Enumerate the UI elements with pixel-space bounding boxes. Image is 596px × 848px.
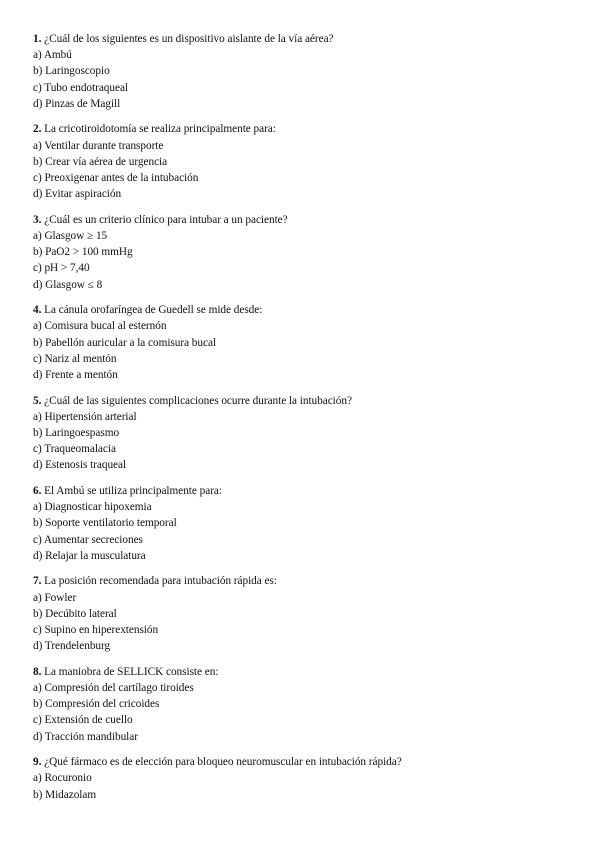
question-5 [33, 393, 573, 474]
answer-option: c) Tubo endotraqueal [33, 81, 129, 94]
answer-option: c) Extensión de cuello [33, 714, 133, 727]
question-number: 4. [33, 304, 42, 317]
question-stem [33, 754, 573, 770]
answer-option: d) Evitar aspiración [33, 188, 122, 201]
answer-option: d) Pinzas de Magill [33, 97, 121, 110]
answer-option: c) Aumentar secreciones [33, 533, 143, 546]
answer-option: a) Comisura bucal al esternón [33, 320, 167, 333]
answer-option: b) Laringoespasmo [33, 427, 120, 440]
question-text: ¿Cuál de los siguientes es un dispositivo aislante de la vía aérea? [44, 33, 334, 45]
question-number: 1. [33, 33, 42, 45]
question-number: 3. [33, 213, 42, 226]
question-number: 6. [33, 485, 42, 498]
question-text: La cánula orofaríngea de Guedell se mide desde: [44, 304, 263, 317]
answer-option: d) Estenosis traqueal [33, 459, 127, 472]
answer-option: d) Tracción mandibular [33, 730, 138, 743]
answer-option: a) Diagnosticar hipoxemia [33, 501, 152, 514]
answer-option: c) pH > 7,40 [33, 262, 90, 275]
answer-option: c) Supino en hiperextensión [33, 624, 159, 637]
answer-option: a) Compresión del cartílago tiroides [33, 682, 194, 695]
answer-option: b) Crear vía aérea de urgencia [33, 155, 168, 168]
question-stem [33, 573, 573, 589]
question-stem [33, 212, 573, 228]
question-stem [33, 302, 573, 318]
question-number: 2. [33, 123, 42, 136]
answer-option: b) Soporte ventilatorio temporal [33, 517, 177, 530]
question-stem [33, 31, 573, 47]
answer-option: b) Decúbito lateral [33, 607, 117, 620]
answer-option: b) Laringoscopio [33, 65, 110, 78]
answer-option: a) Ventilar durante transporte [33, 139, 164, 152]
question-number: 7. [33, 575, 42, 588]
answer-option: c) Nariz al mentón [33, 352, 117, 365]
question-text: ¿Cuál es un criterio clínico para intubar a un paciente? [44, 213, 288, 226]
question-text: El Ambú se utiliza principalmente para: [44, 485, 222, 498]
question-text: ¿Qué fármaco es de elección para bloqueo neuromuscular en intubación rápida? [44, 756, 402, 769]
question-number: 8. [33, 665, 42, 678]
answer-option: a) Glasgow ≥ 15 [33, 230, 108, 243]
question-stem [33, 393, 573, 409]
question-4 [33, 302, 573, 383]
question-text: La cricotiroidotomía se realiza principalmente para: [44, 123, 276, 136]
question-1 [33, 31, 573, 112]
answer-option: a) Fowler [33, 591, 77, 604]
question-text: ¿Cuál de las siguientes complicaciones ocurre durante la intubación? [44, 394, 352, 407]
answer-option: d) Frente a mentón [33, 369, 118, 382]
answer-option: c) Preoxigenar antes de la intubación [33, 172, 199, 185]
question-7 [33, 573, 573, 654]
question-6 [33, 483, 573, 564]
question-number: 9. [33, 756, 42, 769]
question-3 [33, 212, 573, 293]
answer-option: b) Pabellón auricular a la comisura bucal [33, 336, 217, 349]
question-stem [33, 664, 573, 680]
answer-option: a) Hipertensión arterial [33, 410, 137, 423]
quiz-document [33, 31, 573, 812]
question-text: La posición recomendada para intubación rápida es: [44, 575, 277, 588]
question-8 [33, 664, 573, 745]
question-stem [33, 121, 573, 137]
answer-option: d) Trendelenburg [33, 640, 111, 653]
answer-option: b) PaO2 > 100 mmHg [33, 246, 133, 259]
question-number: 5. [33, 394, 42, 407]
answer-option: d) Glasgow ≤ 8 [33, 278, 103, 291]
answer-option: a) Rocuronio [33, 772, 92, 785]
answer-option: a) Ambú [33, 49, 72, 62]
question-2 [33, 121, 573, 202]
answer-option: b) Compresión del cricoides [33, 698, 160, 711]
answer-option: b) Midazolam [33, 788, 97, 801]
answer-option: c) Traqueomalacia [33, 443, 116, 456]
question-stem [33, 483, 573, 499]
question-9 [33, 754, 573, 803]
question-text: La maniobra de SELLICK consiste en: [44, 665, 219, 678]
answer-option: d) Relajar la musculatura [33, 549, 146, 562]
